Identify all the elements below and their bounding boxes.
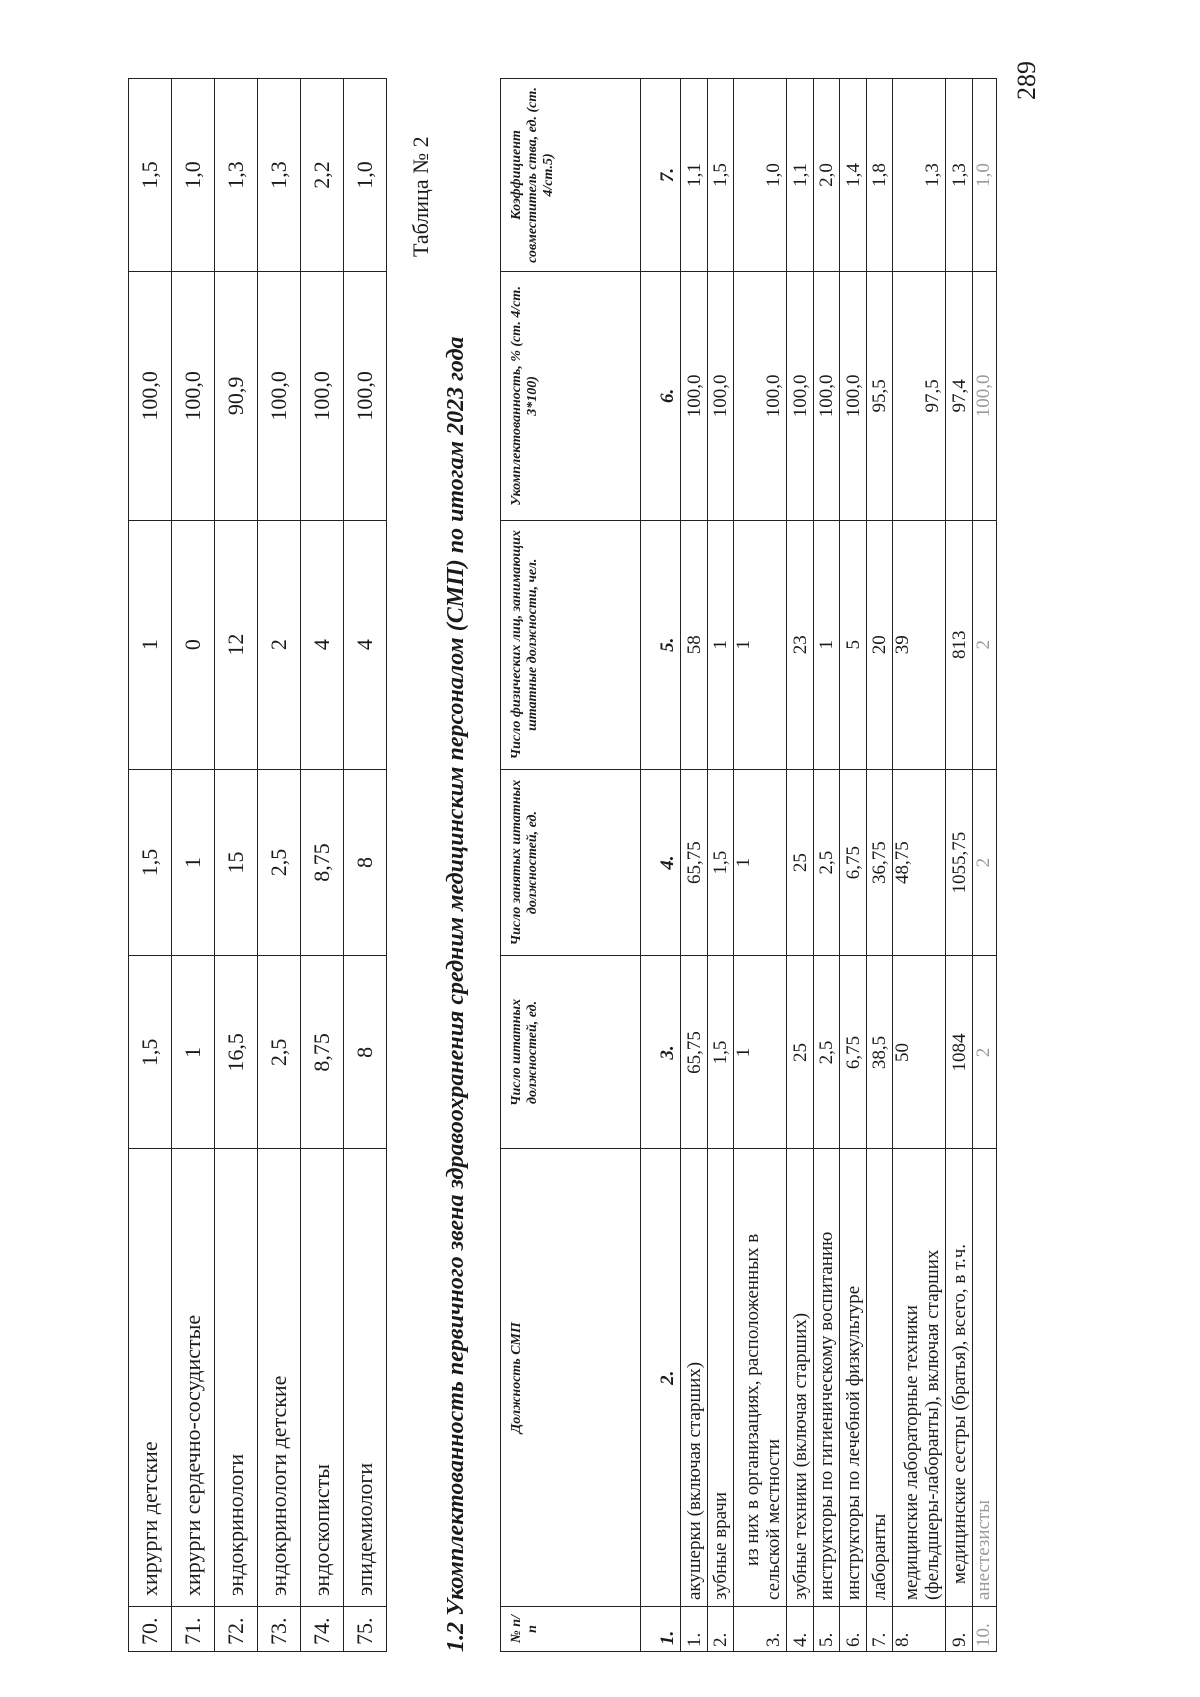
occupied-positions: 48,75 — [893, 769, 946, 956]
row-number: 7. — [866, 1607, 892, 1652]
position-name-line: сельской местности — [763, 1438, 785, 1601]
col-header-number: № п/п — [501, 1607, 641, 1652]
column-index: 6. — [641, 271, 681, 520]
physical-persons: 12 — [215, 520, 258, 769]
position-name: эндокринологи детские — [258, 1149, 301, 1607]
staffing-percent: 90,9 — [215, 271, 258, 520]
table-row — [972, 79, 996, 1652]
combination-coefficient: 1,0 — [172, 79, 215, 272]
occupied-positions: 65,75 — [681, 769, 707, 956]
combination-coefficient: 1,3 — [893, 79, 946, 272]
staff-positions: 25 — [787, 956, 813, 1149]
combination-coefficient: 2,0 — [813, 79, 839, 272]
staff-positions: 2 — [972, 956, 996, 1149]
position-name-line: медицинские лабораторные техники — [901, 1305, 923, 1601]
occupied-positions: 15 — [215, 769, 258, 956]
combination-coefficient: 1,1 — [787, 79, 813, 272]
staff-positions: 65,75 — [681, 956, 707, 1149]
occupied-positions: 1055,75 — [946, 769, 972, 956]
position-name: инструкторы по лечебной физкультуре — [840, 1149, 866, 1607]
position-name: медицинские сестры (братья), всего, в т.ч. — [946, 1149, 972, 1607]
physical-persons: 1 — [129, 520, 172, 769]
occupied-positions: 1 — [734, 769, 787, 956]
physical-persons: 1 — [707, 520, 733, 769]
row-number: 5. — [813, 1607, 839, 1652]
table-row — [681, 79, 707, 1652]
smp-staffing-table — [500, 78, 997, 1652]
combination-coefficient: 2,2 — [301, 79, 344, 272]
position-name: акушерки (включая старших) — [681, 1149, 707, 1607]
combination-coefficient: 1,3 — [946, 79, 972, 272]
staff-positions: 16,5 — [215, 956, 258, 1149]
staffing-percent: 100,0 — [258, 271, 301, 520]
staff-positions: 50 — [893, 956, 946, 1149]
section-heading: 1.2 Укомплектованность первичного звена здравоохранения средним медицинским персоналом (СМП) по итогам 2023 года — [443, 336, 469, 1652]
col-header-combination-coefficient: Коэффициент совместитель ства, ед. (ст. 4/ст.5) — [501, 79, 641, 272]
table-row — [787, 79, 813, 1652]
position-name-line: (фельдшеры-лаборанты), включая старших — [922, 1249, 944, 1601]
table-row — [734, 79, 787, 1652]
physical-persons: 23 — [787, 520, 813, 769]
staff-positions: 6,75 — [840, 956, 866, 1149]
position-name: эндоскописты — [301, 1149, 344, 1607]
occupied-positions: 6,75 — [840, 769, 866, 956]
table-row — [866, 79, 892, 1652]
occupied-positions: 1,5 — [707, 769, 733, 956]
physical-persons: 20 — [866, 520, 892, 769]
staff-positions: 2,5 — [258, 956, 301, 1149]
physical-persons: 4 — [301, 520, 344, 769]
occupied-positions: 36,75 — [866, 769, 892, 956]
physical-persons: 39 — [893, 520, 946, 769]
combination-coefficient: 1,0 — [344, 79, 387, 272]
combination-coefficient: 1,3 — [258, 79, 301, 272]
staff-positions: 2,5 — [813, 956, 839, 1149]
position-name: зубные техники (включая старших) — [787, 1149, 813, 1607]
col-header-physical-persons: Число физических лиц, занимающих штатные должности, чел. — [501, 520, 641, 769]
row-number: 75. — [344, 1607, 387, 1652]
row-number: 1. — [681, 1607, 707, 1652]
staffing-percent: 100,0 — [734, 271, 787, 520]
column-index: 4. — [641, 769, 681, 956]
combination-coefficient: 1,8 — [866, 79, 892, 272]
staffing-percent: 100,0 — [172, 271, 215, 520]
table-caption: Таблица № 2 — [408, 136, 433, 257]
physical-persons: 5 — [840, 520, 866, 769]
row-number: 9. — [946, 1607, 972, 1652]
combination-coefficient: 1,0 — [734, 79, 787, 272]
position-name — [734, 1149, 787, 1607]
table-row — [172, 79, 215, 1652]
combination-coefficient: 1,5 — [129, 79, 172, 272]
occupied-positions: 8,75 — [301, 769, 344, 956]
staffing-percent: 100,0 — [707, 271, 733, 520]
row-number: 8. — [893, 1607, 946, 1652]
combination-coefficient: 1,0 — [972, 79, 996, 272]
col-header-staffing-percent: Укомплектованность, % (ст. 4/ст. 3*100) — [501, 271, 641, 520]
occupied-positions: 8 — [344, 769, 387, 956]
table-row — [301, 79, 344, 1652]
physical-persons: 1 — [813, 520, 839, 769]
staffing-percent: 97,4 — [946, 271, 972, 520]
row-number: 3. — [734, 1607, 787, 1652]
occupied-positions: 1,5 — [129, 769, 172, 956]
table-row — [893, 79, 946, 1652]
occupied-positions: 1 — [172, 769, 215, 956]
table-row — [344, 79, 387, 1652]
table-row — [129, 79, 172, 1652]
combination-coefficient: 1,3 — [215, 79, 258, 272]
column-index-row — [641, 79, 681, 1652]
physical-persons: 58 — [681, 520, 707, 769]
position-name: зубные врачи — [707, 1149, 733, 1607]
row-number: 72. — [215, 1607, 258, 1652]
staffing-percent: 100,0 — [344, 271, 387, 520]
occupied-positions: 2,5 — [258, 769, 301, 956]
position-name-line: из них в организациях, расположенных в — [742, 1233, 764, 1567]
staffing-percent: 100,0 — [301, 271, 344, 520]
occupied-positions: 2 — [972, 769, 996, 956]
col-header-occupied-positions: Число занятых штатных должностей, ед. — [501, 769, 641, 956]
position-name: эпидемиологи — [344, 1149, 387, 1607]
position-name: эндокринологи — [215, 1149, 258, 1607]
staffing-percent: 100,0 — [840, 271, 866, 520]
physical-persons: 2 — [258, 520, 301, 769]
physical-persons: 0 — [172, 520, 215, 769]
staff-positions: 1,5 — [129, 956, 172, 1149]
page-number: 289 — [1012, 61, 1041, 100]
table-row — [258, 79, 301, 1652]
row-number: 74. — [301, 1607, 344, 1652]
column-index: 3. — [641, 956, 681, 1149]
staffing-percent: 100,0 — [813, 271, 839, 520]
combination-coefficient: 1,1 — [681, 79, 707, 272]
row-number: 10. — [972, 1607, 996, 1652]
row-number: 4. — [787, 1607, 813, 1652]
table-row — [813, 79, 839, 1652]
staffing-percent: 100,0 — [129, 271, 172, 520]
row-number: 2. — [707, 1607, 733, 1652]
column-index: 2. — [641, 1149, 681, 1607]
physical-persons: 4 — [344, 520, 387, 769]
staffing-percent: 95,5 — [866, 271, 892, 520]
staff-positions: 1 — [734, 956, 787, 1149]
table-row — [840, 79, 866, 1652]
staff-positions: 38,5 — [866, 956, 892, 1149]
occupied-positions: 25 — [787, 769, 813, 956]
column-index: 1. — [641, 1607, 681, 1652]
occupied-positions: 2,5 — [813, 769, 839, 956]
staff-positions: 1,5 — [707, 956, 733, 1149]
staff-positions: 8,75 — [301, 956, 344, 1149]
staff-positions: 1084 — [946, 956, 972, 1149]
physical-persons: 1 — [734, 520, 787, 769]
combination-coefficient: 1,4 — [840, 79, 866, 272]
staffing-percent: 100,0 — [681, 271, 707, 520]
position-name — [893, 1149, 946, 1607]
physical-persons: 813 — [946, 520, 972, 769]
combination-coefficient: 1,5 — [707, 79, 733, 272]
table-header-row — [501, 79, 641, 1652]
staff-positions: 1 — [172, 956, 215, 1149]
col-header-position: Должность СМП — [501, 1149, 641, 1607]
physical-persons: 2 — [972, 520, 996, 769]
row-number: 73. — [258, 1607, 301, 1652]
position-name: хирурги детские — [129, 1149, 172, 1607]
position-name: хирурги сердечно-сосудистые — [172, 1149, 215, 1607]
staffing-percent: 97,5 — [893, 271, 946, 520]
row-number: 71. — [172, 1607, 215, 1652]
column-index: 5. — [641, 520, 681, 769]
position-name: инструкторы по гигиеническому воспитанию — [813, 1149, 839, 1607]
table-row — [215, 79, 258, 1652]
column-index: 7. — [641, 79, 681, 272]
staff-positions: 8 — [344, 956, 387, 1149]
staffing-percent: 100,0 — [972, 271, 996, 520]
row-number: 70. — [129, 1607, 172, 1652]
staffing-table-continued — [128, 78, 387, 1652]
col-header-staff-positions: Число штатных должностей, ед. — [501, 956, 641, 1149]
row-number: 6. — [840, 1607, 866, 1652]
staffing-percent: 100,0 — [787, 271, 813, 520]
table-row — [707, 79, 733, 1652]
position-name: лаборанты — [866, 1149, 892, 1607]
table-row — [946, 79, 972, 1652]
position-name: анестезисты — [972, 1149, 996, 1607]
